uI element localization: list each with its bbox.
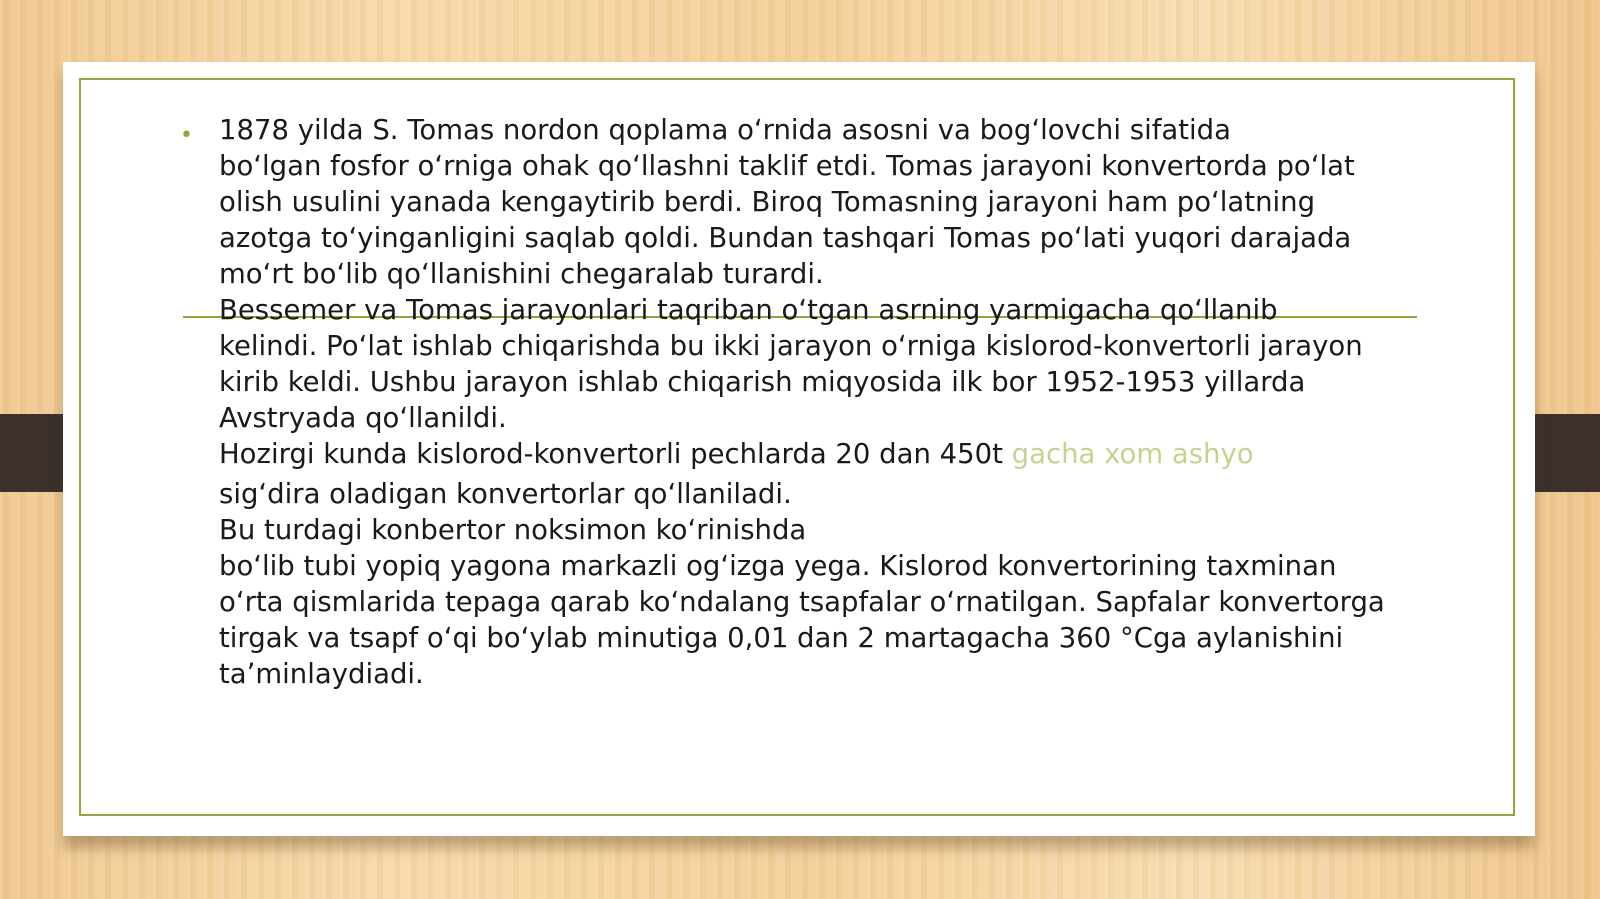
text-line: boʻlib tubi yopiq yagona markazli ogʻizga yega. Kislorod konvertorining taxminan bbox=[219, 550, 1337, 582]
text-line: moʻrt boʻlib qoʻllanishini chegaralab turardi. bbox=[219, 258, 824, 290]
text-line: azotga toʻyinganligini saqlab qoldi. Bundan tashqari Tomas poʻlati yuqori darajada bbox=[219, 222, 1352, 254]
slide-body-text bbox=[219, 112, 1414, 692]
text-line: taʼminlaydiadi. bbox=[219, 658, 424, 690]
text-line: kirib keldi. Ushbu jarayon ishlab chiqarish miqyosida ilk bor 1952-1953 yillarda bbox=[219, 366, 1306, 398]
text-line: kelindi. Poʻlat ishlab chiqarishda bu ikki jarayon oʻrniga kislorod-konvertorli jarayon bbox=[219, 330, 1363, 362]
text-segment: Hozirgi kunda kislorod-konvertorli pechlarda 20 dan 450t bbox=[219, 438, 1012, 470]
text-line: Bessemer va Tomas jarayonlari taqriban oʻtgan asrning yarmigacha qoʻllanib bbox=[219, 294, 1278, 326]
text-line: tirgak va tsapf oʻqi boʻylab minutiga 0,01 dan 2 martagacha 360 °Cga aylanishini bbox=[219, 622, 1344, 654]
text-line: Bu turdagi konbertor noksimon koʻrinishda bbox=[219, 514, 807, 546]
text-line: 1878 yilda S. Tomas nordon qoplama oʻrnida asosni va bogʻlovchi sifatida bbox=[219, 114, 1231, 146]
text-line: olish usulini yanada kengaytirib berdi. Biroq Tomasning jarayoni ham poʻlatning bbox=[219, 186, 1316, 218]
text-line: Avstryada qoʻllanildi. bbox=[219, 402, 507, 434]
text-line: oʻrta qismlarida tepaga qarab koʻndalang tsapfalar oʻrnatilgan. Sapfalar konvertorga bbox=[219, 586, 1385, 618]
text-line: sigʻdira oladigan konvertorlar qoʻllaniladi. bbox=[219, 478, 792, 510]
bullet-icon: • bbox=[180, 123, 193, 148]
highlighted-text: gacha xom ashyo bbox=[1011, 438, 1254, 470]
text-line: boʻlgan fosfor oʻrniga ohak qoʻllashni taklif etdi. Tomas jarayoni konvertorda poʻlat bbox=[219, 150, 1355, 182]
highlight-text-line bbox=[219, 436, 1414, 476]
